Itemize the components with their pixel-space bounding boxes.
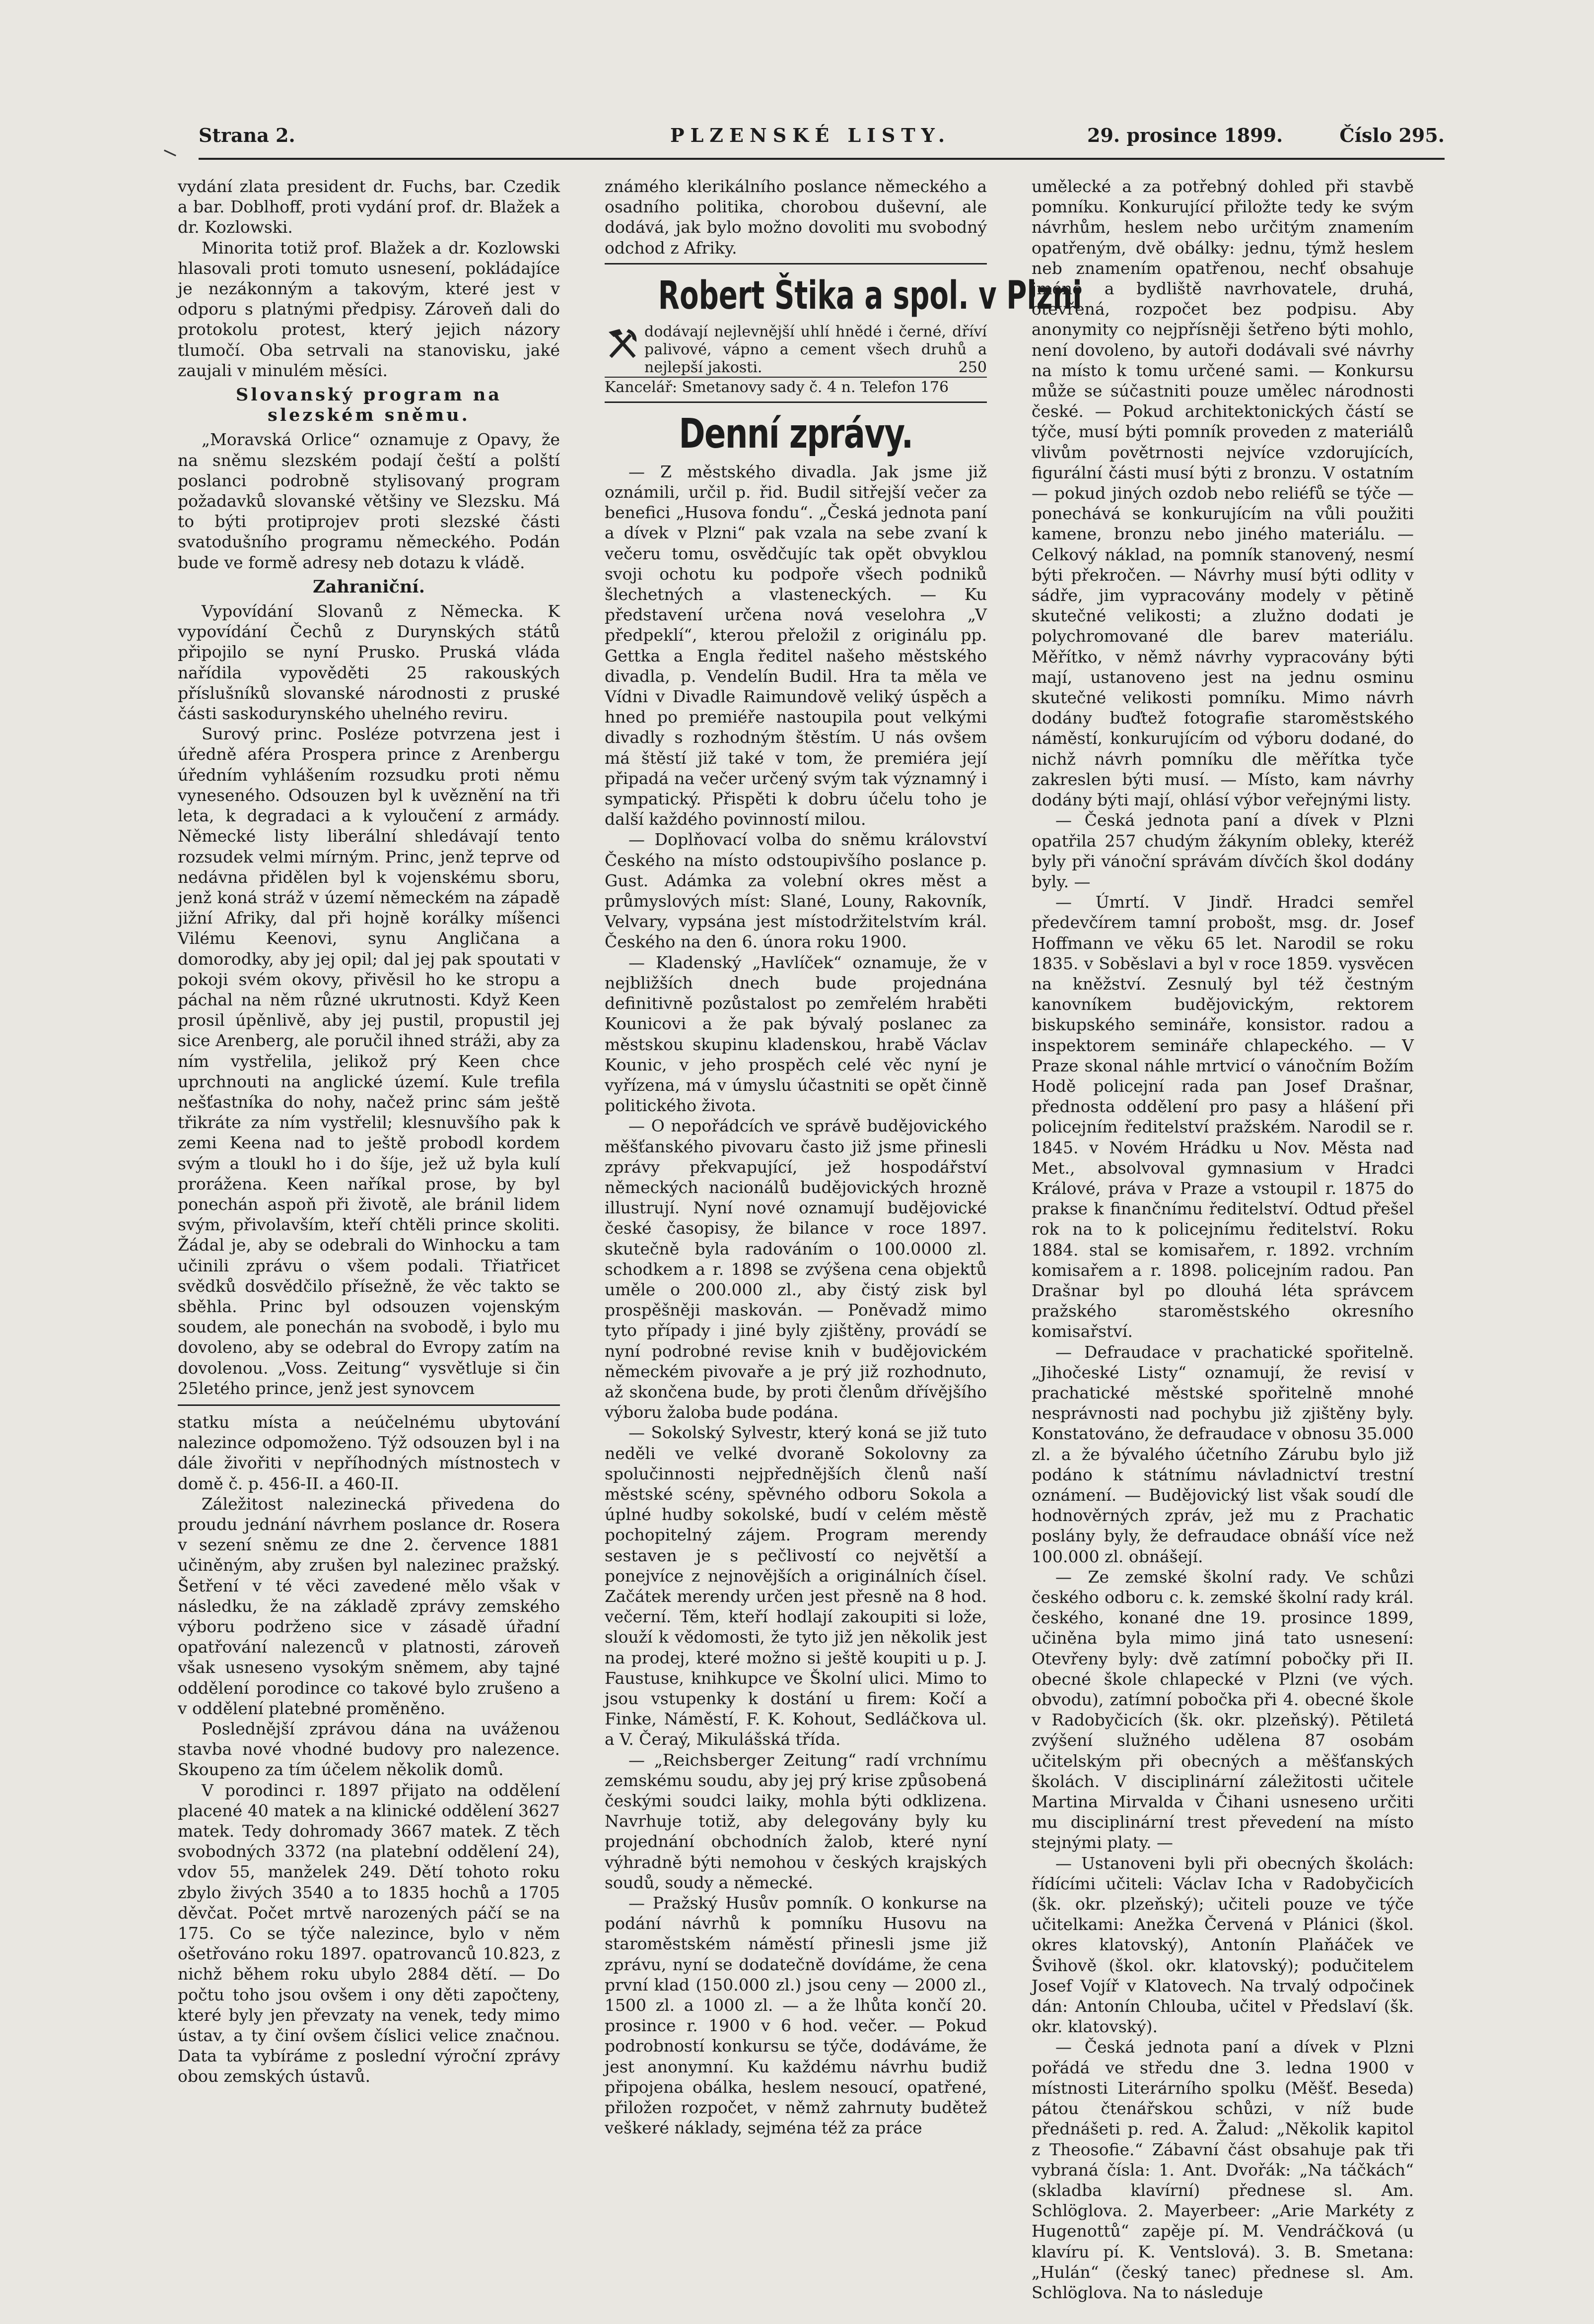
header-rule [199,158,1445,160]
edge-mark [164,138,182,156]
paragraph: umělecké a za potřebný dohled při stavbě pomníku. Konkurující přiložte tedy ke svým návrhům, heslem nebo určitým znamením opatřeným, dvě obálky: jednu, týmž heslem neb znamením opatřenou, nechť obsahuje jméno a bydliště navrhovatele, druhá, otevřená, rozpočet bez podpisu. Aby anonymity co nejpřísněji šetřeno býti mohlo, není dovoleno, by autoři dodávali své návrhy na místo k tomu určené sami. — Konkursu může se súčastniti pouze umělec národnosti české. — Pokud architektonických částí se týče, musí býti pomník proveden z materiálů vlivům povětrnosti nejvíce vzdorujících, figurální části musí býti z bronzu. V ostatním — pokud jiných ozdob nebo reliéfů se týče — ponechává se konkurujícím na vůli použiti kamene, bronzu nebo jiného materiálu. — Celkový náklad, na pomník stanovený, nesmí býti překročen. — Návrhy musí býti odlity v sádře, jim vypracovány modely v pětině skutečné velikosti; a zlužno dodati je polychromované dle barev materiálu. Měřítko, v němž návrhy vypracovány býti mají, ustanoveno jest na jednu osminu skutečné velikosti pomníku. Mimo návrh dodány buďtež fotografie staroměstského náměstí, konkurujícím od výboru dodané, do nichž návrh pomníku dle měřítka tyče zakreslen býti musí. — Místo, kam návrhy dodány býti mají, ohlásí výbor veřejnými listy. [1032,177,1414,810]
paragraph: — O nepořádcích ve správě budějovického měšťanského pivovaru často již jsme přinesli zprávy překvapující, jež hospodářství německých nacionálů budějovických hrozně illustrují. Nyní nové oznamují budějovické české časopisy, že bilance v roce 1897. skutečně byla radováním o 100.0000 zl. schodkem a r. 1898 se zvýšena cena objektů uměle o 200.000 zl., aby čistý zisk byl prospěšněji maskován. — Poněvadž mimo tyto případy i jiné byly zjištěny, provádí se nyní podrobné revise knih v budějovickém německém pivovaře a je prý již rozhodnuto, až skončena bude, by proti členům dřívějšího výboru žaloba bude podána. [605,1116,987,1422]
paragraph: Surový princ. Posléze potvrzena jest i úředně aféra Prospera prince z Arenbergu úředním vyhlášením rozsudku proti němu vyneseného. Odsouzen byl k uvěznění na tři leta, k degradaci a k vyloučení z armády. Německé listy liberální shledávají tento rozsudek velmi mírným. Princ, jenž teprve od nedávna přidělen byl k vojenskému sboru, jenž koná stráž v území německém na západě jižní Afriky, dal při hojně korálky míšenci Vilému Keenovi, synu Angličana a domorodky, aby jej opil; dal jej pak spoutati v pokoji svém okovy, přivěsil ho ke stropu a páchal na něm různé ukrutnosti. Když Keen prosil úpěnlivě, aby jej pustil, propustil jej sice Arenberg, ale poručil ihned stráži, aby za ním vystřelila, jelikož prý Keen chce uprchnouti na anglické území. Kule trefila nešťastníka do nohy, načež princ sám ještě třikráte za ním vystřelil; klesnuvšího pak k zemi Keena nad to ještě probodl kordem svým a tloukl ho i do šíje, jež už byla kulí prorážena. Keen naříkal prose, by byl ponechán aspoň při životě, ale bránil lidem svým, přivolavším, kteří chtěli prince skoliti. Žádal je, aby se odebrali do Winhocku a tam učinili zprávu o všem podali. Třiatřicet svědků dosvědčilo přísežně, že věc takto se sběhla. Princ byl odsouzen vojenským soudem, ale ponechán na svobodě, i bylo mu dovoleno, aby se odebral do Evropy zatím na dovolenou. „Voss. Zeitung“ vysvětluje si čin 25letého prince, jenž jest synovcem [178,724,560,1398]
paragraph: V porodinci r. 1897 přijato na oddělení placené 40 matek a na klinické oddělení 3627 matek. Tedy dohromady 3667 matek. Z těch svobodných 3372 (na platební oddělení 24), vdov 55, manželek 249. Dětí tohoto roku zbylo živých 3540 a to 1835 hochů a 1705 děvčat. Počet mrtvě narozených páčí se na 175. Co se týče nalezince, bylo v něm ošetřováno roku 1897. opatrovanců 10.823, z nichž během roku ubylo 2884 dětí. — Do počtu toho jsou ovšem i ony děti započteny, které byly jen převzaty na venek, tedy mimo ústav, a ty činí ovšem číslici velice značnou. Data ta vybíráme z poslední výroční zprávy obou zemských ústavů. [178,1780,560,2086]
paragraph: — Sokolský Sylvestr, který koná se již tuto neděli ve velké dvoraně Sokolovny za spolučinnosti nejpřednějších členů naší městské scény, spěvného odboru Sokola a úplné hudby sokolské, budí v celém městě pochopitelný zájem. Program merendy sestaven je s pečlivostí co největší a ponejvíce z nejnovějších a originálních čísel. Začátek merendy určen jest přesně na 8 hod. večerní. Těm, kteří hodlají zakoupiti si lože, slouží k vědomosti, že tyto již jen několik jest na prodej, které možno si ještě koupiti u p. J. Faustuse, knihkupce ve Školní ulici. Mimo to jsou vstupenky k dostání u firem: Kočí a Finke, Náměstí, F. K. Kohout, Sedláčkova ul. a V. Čeraý, Mikulášská třída. [605,1423,987,1749]
ad-body [605,323,987,377]
page-number: Strana 2. [199,124,295,146]
paragraph: — Doplňovací volba do sněmu království Českého na místo odstoupivšího poslance p. Gust. Adámka za volební okres měst a průmyslových míst: Slané, Louny, Rakovník, Velvary, vypsána jest místodržitelstvím král. Českého na den 6. února roku 1900. [605,830,987,952]
paragraph: vydání zlata president dr. Fuchs, bar. Czedik a bar. Doblhoff, proti vydání prof. dr. Blažek a dr. Kozlowski. [178,177,560,237]
paragraph: Minorita totiž prof. Blažek a dr. Kozlowski hlasovali proti tomuto usnesení, pokládajíce je nezákonným a takovým, které jest v odporu s platnými předpisy. Zároveň dali do protokolu protest, který jejich názory tlumočí. Oba setrvali na stanovisku, jaké zaujali v minulém měsíci. [178,238,560,380]
ad-title: Robert Štika a spol. v Plzni [658,273,1082,318]
paragraph: Vypovídání Slovanů z Německa. K vypovídání Čechů z Durynských států připojilo se nyní Prusko. Pruská vláda nařídila vypověděti 25 rakouských příslušníků slovanské národnosti z pruské části saskodurynského uhelného reviru. [178,601,560,724]
advertisement [605,263,1082,403]
column-2 [605,176,1082,2251]
ad-phone-number: 250 [958,358,987,376]
paragraph: — Úmrtí. V Jindř. Hradci semřel předevčírem tamní probošt, msg. dr. Josef Hoffmann ve věku 65 let. Narodil se roku 1835. v Soběslavi a byl v roce 1859. vysvěcen na kněžství. Zesnulý byl též čestným kanovníkem budějovickým, rektorem biskupského semináře, konsistor. radou a inspektorem semináře chlapeckého. — V Praze skonal náhle mrtvicí o vánočním Božím Hodě policejní rada pan Josef Drašnar, přednosta oddělení pro pasy a hlášení při policejním ředitelství pražském. Narodil se r. 1845. v Novém Hrádku u Nov. Města nad Met., absolvoval gymnasium v Hradci Králové, práva v Praze a vstoupil r. 1875 do prakse k finančnímu ředitelství. Odtud přešel rok na to k policejnímu ředitelství. Roku 1884. stal se komisařem, r. 1892. vrchním komisařem a r. 1898. policejním radou. Pan Drašnar byl po dlouhá léta správcem pražského staroměstského okresního komisařství. [1032,892,1414,1341]
ad-address: Kancelář: Smetanovy sady č. 4 n. Telefon 176 [605,377,987,397]
paragraph: — Česká jednota paní a dívek v Plzni pořádá ve středu dne 3. ledna 1900 v místnosti Literárního spolku (Měšť. Beseda) pátou čtenářskou schůzi, v níž bude přednášeti p. red. A. Žalud: „Několik kapitol z Theosofie.“ Zábavní část obsahuje pak tři vybraná čísla: 1. Ant. Dvořák: „Na táčkách“ (skladba klavírní) přednese sl. Am. Schlöglova. 2. Mayerbeer: „Arie Markéty z Hugenottů“ zapěje pí. M. Vendráčková (u klavíru pí. K. Ventslová). 3. B. Smetana: „Hulán“ (český tanec) přednese sl. Am. Schlöglova. Na to následuje [1032,2037,1414,2302]
column-3 [1032,176,1414,2302]
paragraph: známého klerikálního poslance německého a osadního politika, chorobou duševní, ale dodává, jak bylo možno dovoliti mu svobodný odchod z Afriky. [605,177,987,258]
paragraph: — Ze zemské školní rady. Ve schůzi českého odboru c. k. zemské školní rady král. českého, konané dne 19. prosince 1899, učiněna byla mimo jiná tato usnesení: Otevřeny byly: dvě zatímní pobočky při II. obecné škole chlapecké v Plzni (ve vých. obvodu), zatímní pobočka při 4. obecné škole v Radobyčicích (šk. okr. plzeňský). Pětiletá zvýšení služného udělena 87 osobám učitelským při obecných a měšťanských školách. V disciplinární záležitosti učitele Martina Mirvalda v Čihani usneseno určiti mu disciplinární trest převedení na místo stejnými platy. — [1032,1567,1414,1853]
paragraph: — Pražský Husův pomník. O konkurse na podání návrhů k pomníku Husovu na staroměstském náměstí přinesli jsme již zprávu, nyní se dodatečně dovídáme, že cena první klad (150.000 zl.) jsou ceny — 2000 zl., 1500 zl. a 1000 zl. — a že lhůta končí 20. prosince r. 1900 v 6 hod. večer. — Pokud podrobností konkursu se týče, dodáváme, že jest anonymní. Ku každému návrhu budiž připojena obálka, heslem nesoucí, opatřené, přiložen rozpočet, v němž zahrnuty budětež veškeré náklady, sejména též za práce [605,1893,987,2138]
hammer-pick-icon [605,326,639,361]
paragraph: — Česká jednota paní a dívek v Plzni opatřila 257 chudým žákyním obleky, kteréž byly při vánoční správám dívčích škol dodány byly. — [1032,810,1414,891]
page-header [199,120,1445,153]
newspaper-title: PLZENSKÉ LISTY. [670,124,951,146]
paragraph: „Moravská Orlice“ oznamuje z Opavy, že na sněmu slezském podají čeští a polští poslanci podrobně stylisovaný program požadavků slovanské většiny ve Slezsku. Má to býti protiprojev proti slezské části svatodušního programu německého. Podán bude ve formě adresy neb dotazu k vládě. [178,430,560,572]
section-title: Denní zprávy. [679,410,913,458]
paragraph: — Z městského divadla. Jak jsme již oznámili, určil p. řid. Budil sitřejší večer za benefici „Husova fondu“. „Česká jednota paní a dívek v Plzni“ pak vzala na sebe zvaní k večeru tomu, osvědčujíc tak opět obvyklou svoji ochotu ku podpoře všech podniků šlechetných a vlasteneckých. — Ku představení určena nová veselohra „V předpeklí“, kterou přeložil z originálu pp. Gettka a Engla ředitel našeho městského divadla, p. Vendelín Budil. Hra ta měla ve Vídni v Divadle Raimundově veliký úspěch a hned po premiéře nastoupila pout velkými divadly s rozhodným štěstím. U nás ovšem má štěstí již také v tom, že premiéra její připadá na večer určený svým tak významný i sympatický. Přispěti k dobru účelu toho je další každého povinností milou. [605,462,987,829]
divider [178,1404,560,1406]
column-1 [178,176,560,2251]
issue-number: Číslo 295. [1339,124,1445,146]
paragraph: — Ustanoveni byli při obecných školách: řídícími učiteli: Václav Icha v Radobyčicích (šk. okr. plzeňský); učiteli pouze ve týče učitelkami: Anežka Červená v Plánici (škol. okres klatovský), Antonín Plaňáček ve Švihově (škol. okr. klatovský); podučitelem Josef Vojíř v Klatovech. Na trvalý odpočinek dán: Antonín Chlouba, učitel v Předslaví (šk. okr. klatovský). [1032,1853,1414,2037]
ad-text: dodávají nejlevnější uhlí hnědé i černé, dříví palivové, vápno a cement všech druhů a nejlepší jakosti. [644,323,987,376]
paragraph: Poslednější zprávou dána na uváženou stavba nové vhodné budovy pro nalezence. Skoupeno za tím účelem několik domů. [178,1719,560,1780]
paragraph: statku místa a neúčelnému ubytování nalezince odpomoženo. Týž odsouzen byl i na dále živořiti v nepříhodných místnostech v domě č. p. 456-II. a 460-II. [178,1412,560,1493]
paragraph: — „Reichsberger Zeitung“ radí vrchnímu zemskému soudu, aby jej prý krise způsobená českými soudci laiky, mohla býti odklizena. Navrhuje totiž, aby delegovány byly ku projednání obchodních žalob, které nyní výhradně býti nemohou v českých krajských soudů, soudy a německé. [605,1750,987,1892]
section-heading: Zahraniční. [313,576,425,597]
paragraph: Záležitost nalezinecká přivedena do proudu jednání návrhem poslance dr. Rosera v sezení sněmu ze dne 2. července 1881 učiněným, aby zrušen byl nalezinec pražský. Šetření v té věci zavedené mělo však v následku, že na základě zprávy zemského výboru podrženo sice v zásadě úřadní opatřování nalezenců v platnosti, zároveň však usneseno vysokým sněmem, aby tajné oddělení porodince co takové bylo zrušeno a v oddělení platebné proměněno. [178,1494,560,1718]
section-heading: Slovanský program na slezském sněmu. [235,385,502,426]
paragraph: — Defraudace v prachatické spořitelně. „Jihočeské Listy“ oznamují, že revisí v prachatické městské spořitelně mnohé nesprávnosti nad pochybu již zjištěny byly. Konstatováno, že defraudace v obnosu 35.000 zl. a že bývalého účetního Zárubu bylo již podáno k státnímu návladnictví trestní oznámení. — Budějovický list však soudí dle hodnověrných zpráv, jež mu z Prachatic poslány byly, že defraudace obnáší více než 100.000 zl. obnášejí. [1032,1342,1414,1566]
issue-date: 29. prosince 1899. [1087,124,1283,146]
paragraph: — Kladenský „Havlíček“ oznamuje, že v nejbližších dnech bude projednána definitivně pozůstalost po zemřelém hraběti Kounicovi a že pak bývalý poslanec za městskou skupinu kladenskou, hrabě Václav Kounic, v jeho prospěch celé věc nyní je vyřízena, má v úmyslu účastniti se opět činně politického života. [605,952,987,1116]
